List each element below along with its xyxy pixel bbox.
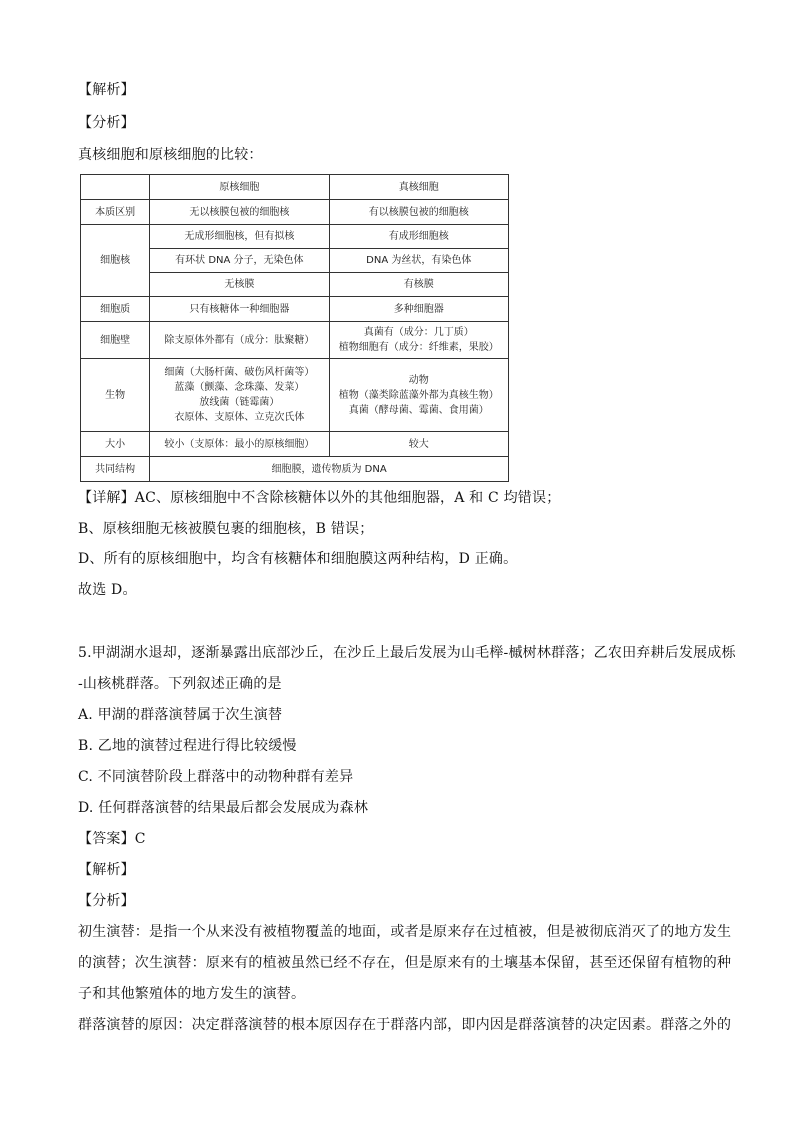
cell-line: 真菌有（成分：几丁质） [363,327,474,338]
paragraph-2-line-1: 群落演替的原因：决定群落演替的根本原因存在于群落内部，即内因是群落演替的决定因素。群落之外的 [78,1017,732,1033]
cell-value: 无成形细胞核，但有拟核 [150,225,329,249]
cell-line: 动物 [408,374,429,386]
table-row [81,432,509,457]
row-label-common-structure: 共同结构 [81,457,150,482]
cell-line: 植物（藻类除蓝藻外都为真核生物） [338,389,499,401]
table-header-prokaryote: 原核细胞 [150,175,329,200]
row-label-nucleus: 细胞核 [81,225,150,297]
fenxi-heading: 【分析】 [78,115,135,131]
paragraph-1-line-1: 初生演替：是指一个从来没有被植物覆盖的地面，或者是原来存在过植被，但是被彻底消灭了的地方发生 [78,924,732,940]
fenxi-heading-2: 【分析】 [78,893,135,909]
cell-value: DNA 为丝状，有染色体 [329,249,508,273]
row-label-cytoplasm: 细胞质 [81,297,150,322]
cell-value: 细胞膜，遗传物质为 DNA [150,457,509,482]
intro-text: 真核细胞和原核细胞的比较： [78,147,263,163]
jiexi-heading-2: 【解析】 [78,862,135,878]
cell-value: 无以核膜包被的细胞核 [150,200,329,225]
cell-line: 蓝藻（颤藻、念珠藻、发菜） [174,382,305,393]
row-label-essence: 本质区别 [81,200,150,225]
cell-value: 只有核糖体一种细胞器 [150,297,329,322]
option-b: B. 乙地的演替过程进行得比较缓慢 [78,738,297,754]
cell-value [329,322,508,359]
question-5-line-1: 5.甲湖湖水退却，逐渐暴露出底部沙丘，在沙丘上最后发展为山毛榉-槭树林群落；乙农田弃耕后发展成栎 [78,645,736,661]
table-row [81,359,509,432]
detail-line-3: D、所有的原核细胞中，均含有核糖体和细胞膜这两种结构，D 正确。 [78,551,518,567]
cell-value: 较小（支原体：最小的原核细胞） [150,432,329,457]
table-row [81,225,509,249]
cell-line: 真菌（酵母菌、霉菌、食用菌） [348,404,489,416]
paragraph-1-line-2: 的演替；次生演替：原来有的植被虽然已经不存在，但是原来有的土壤基本保留，甚至还保留有植物的种 [78,955,732,971]
cell-line: 植物细胞有（成分：纤维素，果胶） [338,342,499,353]
table-header-eukaryote: 真核细胞 [329,175,508,200]
option-a: A. 甲湖的群落演替属于次生演替 [78,707,283,723]
cell-value: 有环状 DNA 分子，无染色体 [150,249,329,273]
row-label-organism: 生物 [81,359,150,432]
question-5-line-2: -山核桃群落。下列叙述正确的是 [78,676,282,692]
detail-line-2: B、原核细胞无核被膜包裹的细胞核，B 错误； [78,521,374,537]
table-row [81,200,509,225]
cell-value: 有以核膜包被的细胞核 [329,200,508,225]
cell-value: 无核膜 [150,273,329,297]
cell-line: 衣原体、支原体、立克次氏体 [174,412,305,423]
table-row [81,457,509,482]
cell-line: 放线菌（链霉菌） [199,397,280,408]
cell-value: 有成形细胞核 [329,225,508,249]
answer-line: 【答案】C [78,831,146,847]
cell-value: 有核膜 [329,273,508,297]
cell-value [150,359,329,432]
option-c: C. 不同演替阶段上群落中的动物种群有差异 [78,769,354,785]
cell-line: 细菌（大肠杆菌、破伤风杆菌等） [164,367,315,378]
cell-value: 较大 [329,432,508,457]
cell-comparison-table [80,174,509,482]
table-row [81,322,509,359]
table-header-empty [81,175,150,200]
cell-value: 多种细胞器 [329,297,508,322]
table-row [81,297,509,322]
row-label-cell-wall: 细胞壁 [81,322,150,359]
row-label-size: 大小 [81,432,150,457]
option-d: D. 任何群落演替的结果最后都会发展成为森林 [78,800,369,816]
cell-value [329,359,508,432]
jiexi-heading: 【解析】 [78,82,135,98]
cell-value: 除支原体外都有（成分：肽聚糖） [150,322,329,359]
paragraph-1-line-3: 子和其他繁殖体的地方发生的演替。 [78,986,306,1002]
detail-line-1: 【详解】AC、原核细胞中不含除核糖体以外的其他细胞器，A 和 C 均错误； [78,490,561,506]
table-header-row [81,175,509,200]
choose-answer: 故选 D。 [78,582,137,598]
